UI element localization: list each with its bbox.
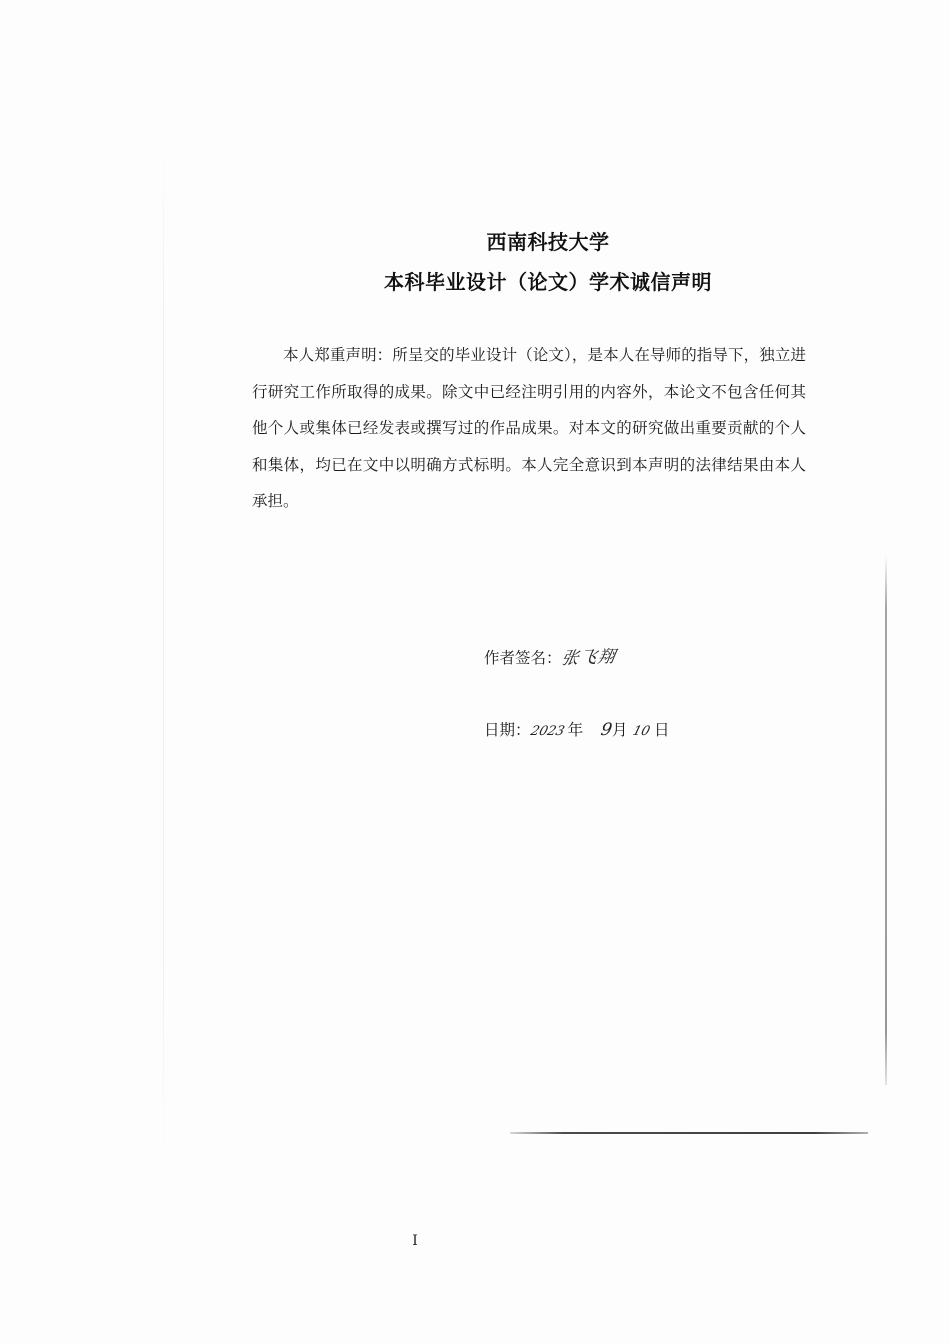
scan-edge-right: [885, 555, 887, 1085]
date-label: 日期：: [484, 721, 531, 739]
page-number: I: [412, 1233, 418, 1249]
date-month: 9: [599, 720, 614, 740]
university-name: 西南科技大学: [486, 230, 610, 254]
signature-line: [484, 643, 616, 668]
date-day: 10: [631, 724, 653, 739]
date-year-unit: 年: [567, 721, 584, 739]
declaration-statement: 本人郑重声明：所呈交的毕业设计（论文），是本人在导师的指导下，独立进行研究工作所取得的成果。除文中已经注明引用的内容外，本论文不包含任何其他个人或集体已经发表或撰写过的作品成果。对本文的研究做出重要贡献的个人和集体，均已在文中以明确方式标明。本人完全意识到本声明的法律结果由本人承担。: [252, 346, 806, 510]
declaration-title: 本科毕业设计（论文）学术诚信声明: [384, 270, 712, 294]
scan-edge-left: [163, 130, 164, 1170]
signature-label: 作者签名：: [484, 649, 562, 667]
handwritten-signature: 张飞翔: [559, 647, 618, 669]
date-line: [484, 718, 670, 740]
date-day-unit: 日: [654, 721, 670, 739]
date-year: 2023: [528, 724, 566, 739]
date-month-unit: 月: [611, 721, 628, 739]
scan-edge-bottom: [510, 1132, 868, 1134]
